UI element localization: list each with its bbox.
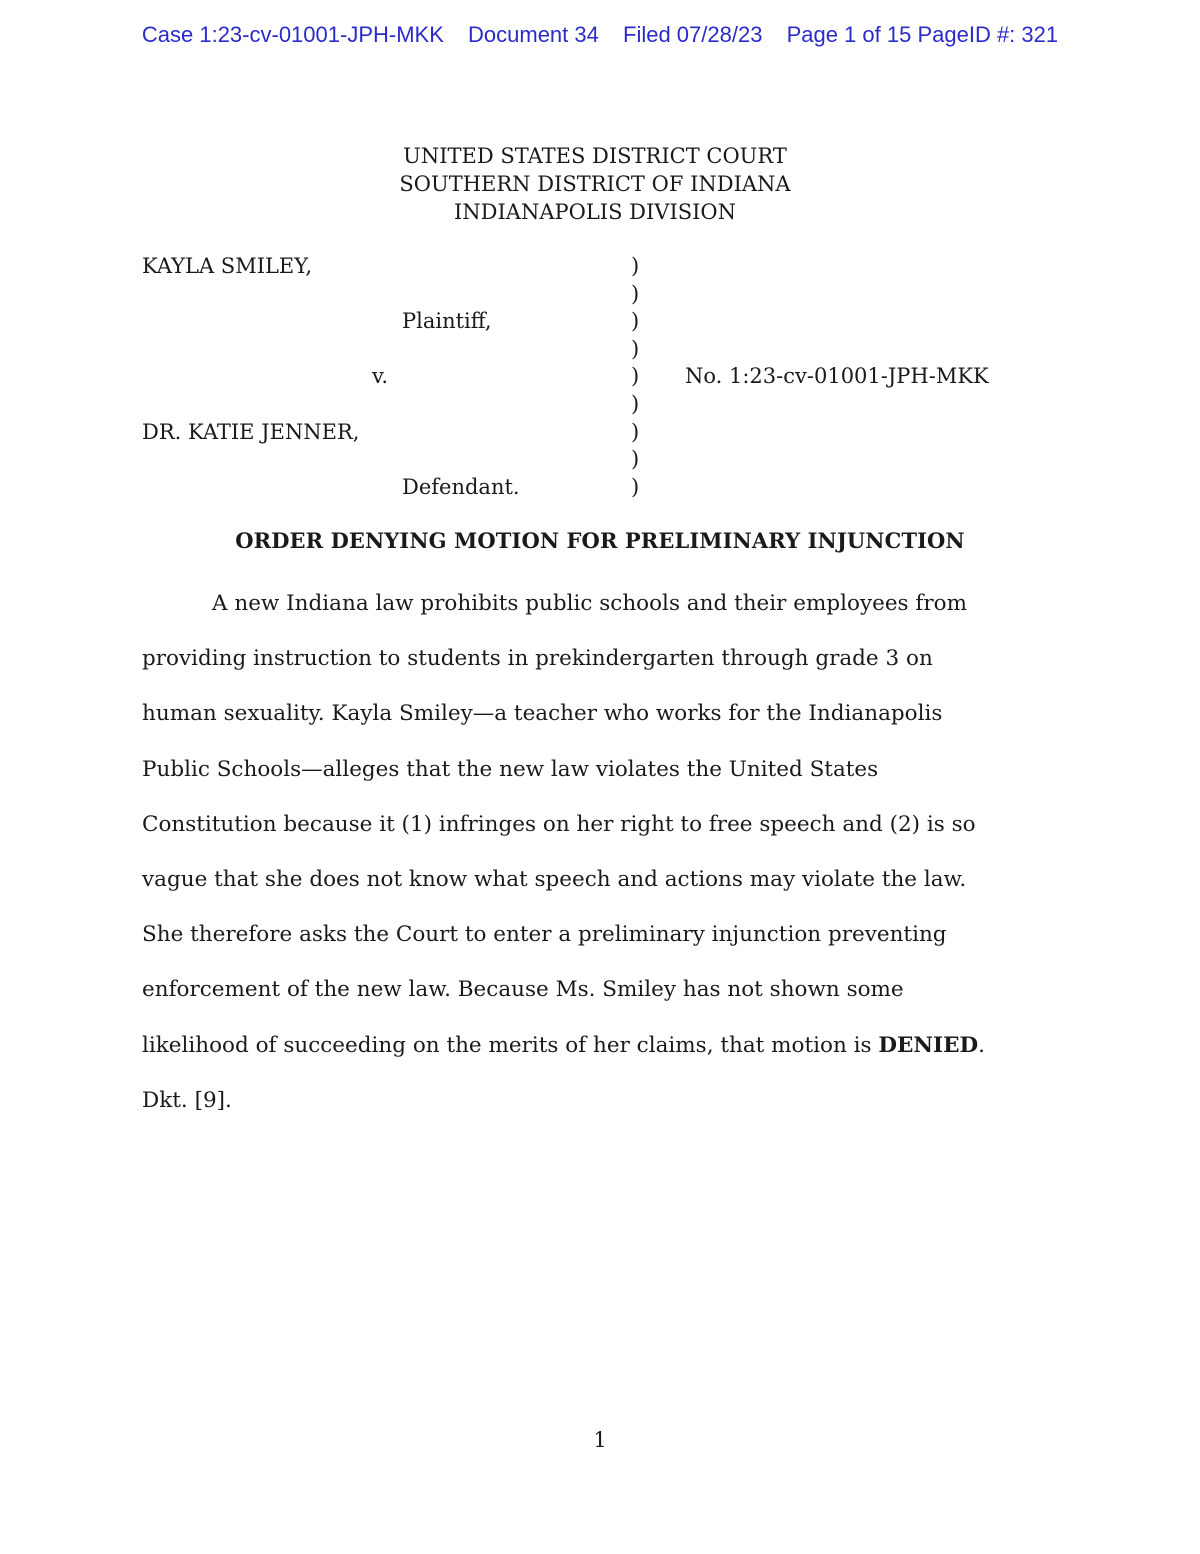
- plaintiff-name: KAYLA SMILEY,: [142, 254, 313, 278]
- defendant-label: Defendant.: [402, 475, 520, 499]
- caption-paren: ): [631, 281, 640, 306]
- court-name: UNITED STATES DISTRICT COURT: [403, 144, 787, 168]
- caption-paren: ): [631, 447, 640, 472]
- caption-paren: ): [631, 336, 640, 361]
- body-line: Constitution because it (1) infringes on her right to free speech and (2) is so: [142, 811, 976, 837]
- page-number: 1: [593, 1428, 607, 1452]
- order-body: [142, 576, 1042, 1128]
- district-name: SOUTHERN DISTRICT OF INDIANA: [399, 172, 791, 196]
- docket-reference: Dkt. [9].: [142, 1087, 232, 1113]
- versus-label: v.: [372, 364, 389, 388]
- page-id-stamp: Page 1 of 15 PageID #: 321: [786, 22, 1059, 47]
- caption-paren: ): [631, 391, 640, 416]
- order-title: ORDER DENYING MOTION FOR PRELIMINARY INJUNCTION: [235, 528, 965, 553]
- document-number-stamp: Document 34: [468, 22, 599, 47]
- ruling-denied: DENIED: [878, 1032, 979, 1058]
- body-line: vague that she does not know what speech and actions may violate the law.: [142, 866, 967, 892]
- body-line: human sexuality. Kayla Smiley—a teacher who works for the Indianapolis: [142, 701, 943, 727]
- filing-stamp-header: [0, 22, 1200, 48]
- caption-divider: [631, 253, 651, 501]
- case-caption: [0, 252, 1200, 512]
- body-text-run: .: [978, 1032, 985, 1058]
- body-text-run: likelihood of succeeding on the merits of her claims, that motion is: [142, 1032, 879, 1058]
- caption-paren: ): [631, 474, 640, 499]
- filed-date-stamp: Filed 07/28/23: [623, 22, 763, 47]
- caption-paren: ): [631, 309, 640, 334]
- caption-paren: ): [631, 419, 640, 444]
- body-line: She therefore asks the Court to enter a preliminary injunction preventing: [142, 922, 947, 948]
- plaintiff-label: Plaintiff,: [402, 309, 492, 333]
- court-heading: [0, 142, 1200, 226]
- body-line: enforcement of the new law. Because Ms. Smiley has not shown some: [142, 977, 904, 1003]
- defendant-name: DR. KATIE JENNER,: [142, 420, 360, 444]
- division-name: INDIANAPOLIS DIVISION: [453, 200, 737, 224]
- body-line: providing instruction to students in prekindergarten through grade 3 on: [142, 646, 933, 672]
- case-number-stamp: Case 1:23-cv-01001-JPH-MKK: [141, 22, 444, 47]
- body-line: A new Indiana law prohibits public schools and their employees from: [212, 591, 967, 616]
- caption-paren: ): [631, 254, 640, 278]
- body-line: Public Schools—alleges that the new law violates the United States: [142, 756, 879, 782]
- body-line: [142, 1018, 1042, 1073]
- case-number: No. 1:23-cv-01001-JPH-MKK: [685, 364, 989, 388]
- caption-paren: ): [631, 364, 640, 389]
